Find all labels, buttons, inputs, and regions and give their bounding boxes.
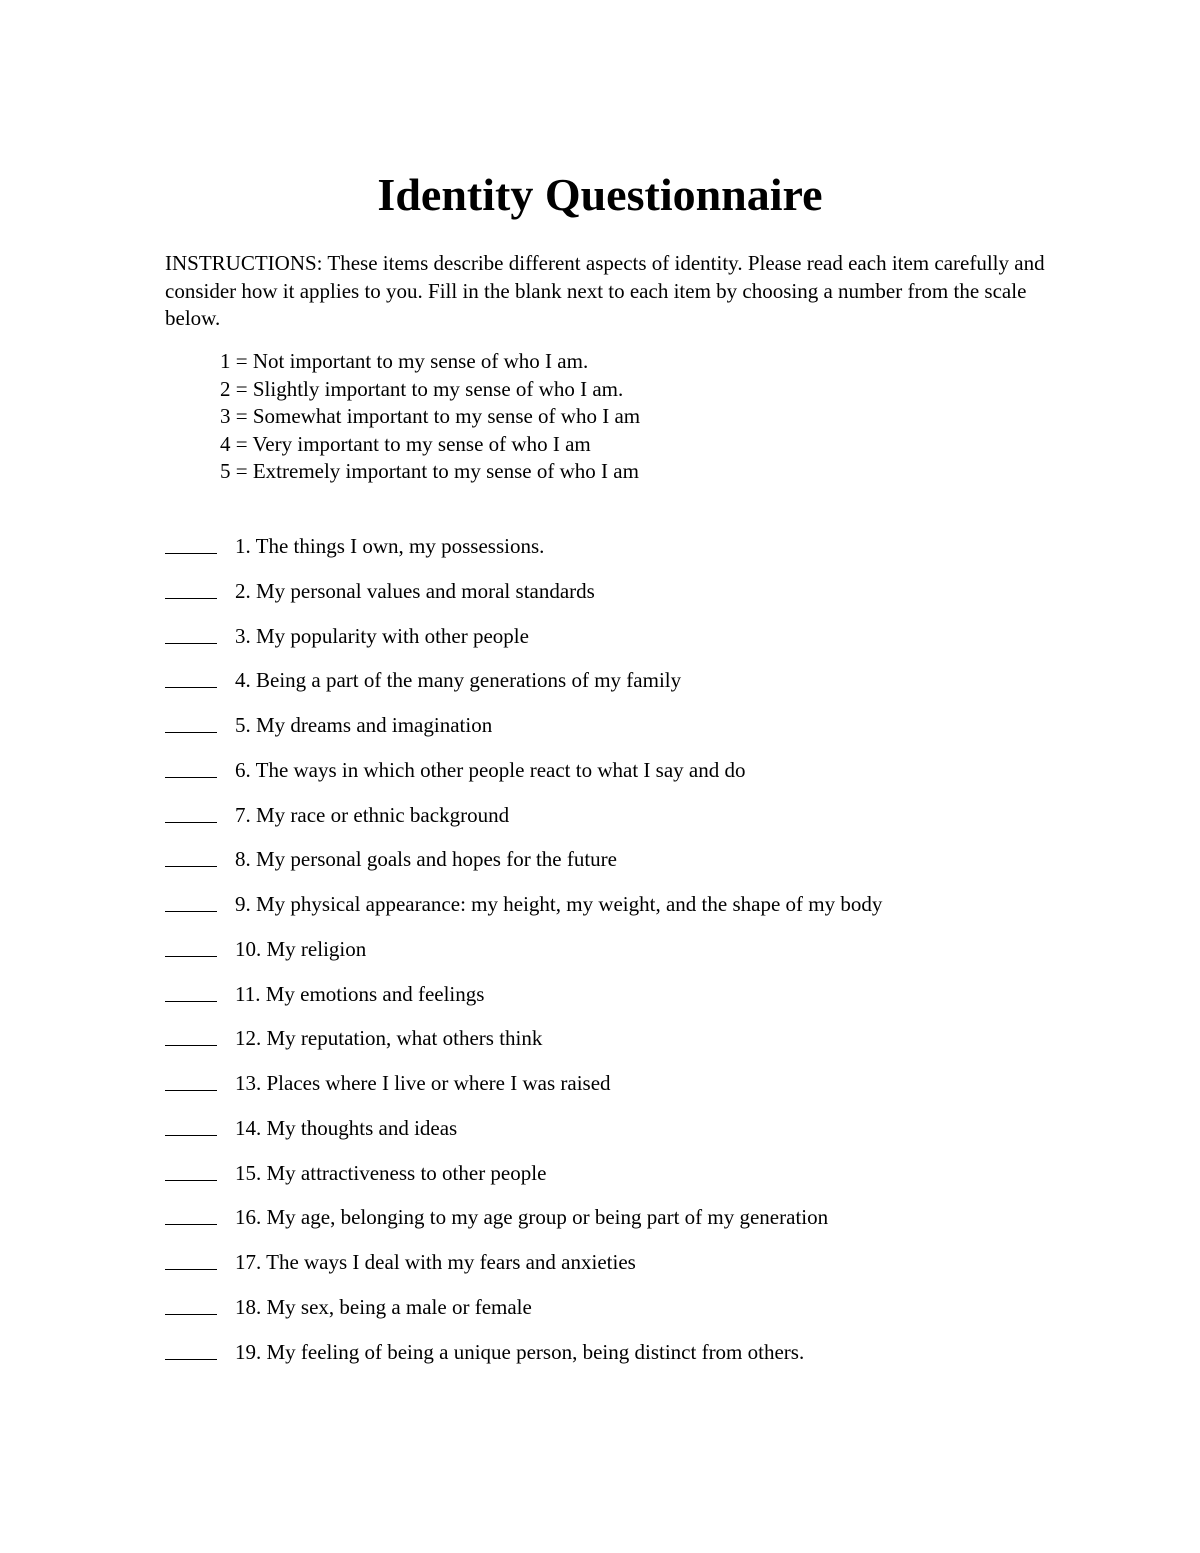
answer-blank[interactable]	[165, 800, 217, 823]
answer-blank[interactable]	[165, 979, 217, 1002]
question-text: 12. My reputation, what others think	[235, 1026, 543, 1051]
answer-blank[interactable]	[165, 1023, 217, 1046]
question-item	[165, 1292, 882, 1337]
question-text: 14. My thoughts and ideas	[235, 1115, 458, 1140]
answer-blank[interactable]	[165, 576, 217, 599]
question-item	[165, 934, 882, 979]
scale-item: 4 = Very important to my sense of who I am	[220, 431, 591, 456]
question-item	[165, 889, 882, 934]
answer-blank[interactable]	[165, 1158, 217, 1181]
answer-blank[interactable]	[165, 1068, 217, 1091]
question-item	[165, 710, 882, 755]
question-item	[165, 979, 882, 1024]
question-text: 11. My emotions and feelings	[235, 981, 485, 1006]
scale-item: 2 = Slightly important to my sense of who I am.	[220, 376, 624, 401]
question-text: 1. The things I own, my possessions.	[235, 534, 545, 558]
answer-blank[interactable]	[165, 1202, 217, 1225]
answer-blank[interactable]	[165, 710, 217, 733]
question-text: 4. Being a part of the many generations of my family	[235, 668, 682, 693]
question-item	[165, 1158, 882, 1203]
question-text: 17. The ways I deal with my fears and anxieties	[235, 1250, 636, 1274]
question-item	[165, 1337, 882, 1382]
page-title: Identity Questionnaire	[377, 169, 823, 220]
instructions-text: INSTRUCTIONS: These items describe different aspects of identity. Please read each item carefully and consider how it applies to you. Fill in the blank next to each item by choosing a number from the scale below.	[165, 251, 1045, 330]
answer-blank[interactable]	[165, 755, 217, 778]
scale-item: 1 = Not important to my sense of who I am.	[220, 349, 589, 373]
answer-blank[interactable]	[165, 1113, 217, 1136]
question-item	[165, 621, 882, 666]
question-item	[165, 755, 882, 800]
answer-blank[interactable]	[165, 665, 217, 688]
question-text: 6. The ways in which other people react to what I say and do	[235, 757, 746, 782]
question-text: 2. My personal values and moral standards	[235, 578, 595, 603]
answer-blank[interactable]	[165, 934, 217, 957]
question-text: 3. My popularity with other people	[235, 623, 529, 648]
question-text: 13. Places where I live or where I was raised	[235, 1071, 611, 1095]
question-item	[165, 1023, 882, 1068]
question-text: 10. My religion	[235, 936, 367, 961]
question-text: 19. My feeling of being a unique person, being distinct from others.	[235, 1339, 805, 1364]
answer-blank[interactable]	[165, 1292, 217, 1315]
question-text: 18. My sex, being a male or female	[235, 1294, 532, 1319]
question-item	[165, 1247, 882, 1292]
question-text: 7. My race or ethnic background	[235, 802, 510, 827]
question-text: 15. My attractiveness to other people	[235, 1160, 547, 1185]
answer-blank[interactable]	[165, 621, 217, 644]
rating-scale	[220, 348, 640, 486]
question-item	[165, 1068, 882, 1113]
question-item	[165, 665, 882, 710]
answer-blank[interactable]	[165, 889, 217, 912]
question-item	[165, 800, 882, 845]
answer-blank[interactable]	[165, 1247, 217, 1270]
answer-blank[interactable]	[165, 844, 217, 867]
question-text: 5. My dreams and imagination	[235, 713, 493, 737]
answer-blank[interactable]	[165, 1337, 217, 1360]
question-item	[165, 844, 882, 889]
scale-item: 5 = Extremely important to my sense of who I am	[220, 459, 639, 483]
scale-item: 3 = Somewhat important to my sense of who I am	[220, 404, 641, 428]
question-item	[165, 1113, 882, 1158]
answer-blank[interactable]	[165, 531, 217, 554]
question-list	[165, 531, 882, 1381]
question-item	[165, 576, 882, 621]
question-item	[165, 1202, 882, 1247]
question-item	[165, 531, 882, 576]
question-text: 9. My physical appearance: my height, my weight, and the shape of my body	[235, 892, 883, 916]
question-text: 16. My age, belonging to my age group or being part of my generation	[235, 1205, 829, 1230]
question-text: 8. My personal goals and hopes for the future	[235, 847, 617, 872]
